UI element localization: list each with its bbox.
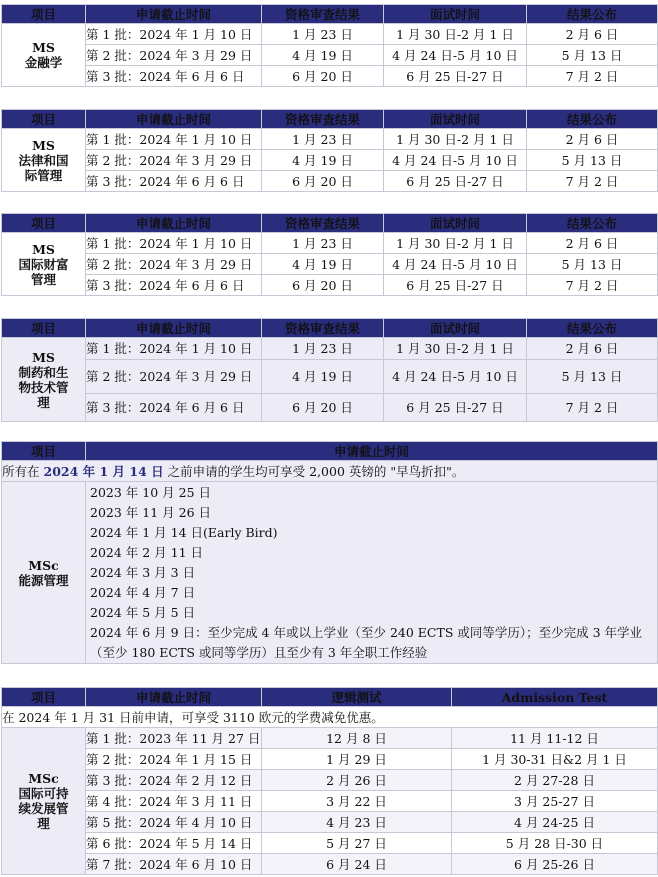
program-line: 理 [37,816,50,831]
header-review: 资格审查结果 [262,5,384,24]
header-result: 结果公布 [527,5,658,24]
program-line: MS [32,349,55,365]
header-deadline: 申请截止时间 [86,319,262,338]
logic-test-cell: 12 月 8 日 [262,728,452,749]
deadline-cell: 第 5 批：2024 年 4 月 10 日 [86,812,262,833]
deadline-cell: 第 3 批：2024 年 6 月 6 日 [86,171,262,192]
review-cell: 1 月 23 日 [262,233,384,254]
program-line: 理 [37,394,50,410]
program-line: MS [32,40,55,55]
interview-cell: 6 月 25 日-27 日 [384,171,527,192]
program-line: MS [32,241,55,257]
header-interview: 面试时间 [384,319,527,338]
deadline-cell: 第 2 批：2024 年 3 月 29 日 [86,254,262,275]
interview-cell: 4 月 24 日-5 月 10 日 [384,254,527,275]
review-cell: 4 月 19 日 [262,45,384,66]
deadline-cell: 第 1 批：2024 年 1 月 10 日 [86,338,262,360]
deadline-cell: 第 3 批：2024 年 2 月 12 日 [86,770,262,791]
review-cell: 6 月 20 日 [262,275,384,296]
result-cell: 2 月 6 日 [527,233,658,254]
header-admission: Admission Test [452,688,658,707]
deadline-cell: 第 7 批：2024 年 6 月 10 日 [86,854,262,875]
header-review: 资格审查结果 [262,319,384,338]
program-line: 国际可持 [18,786,69,801]
interview-cell: 1 月 30 日-2 月 1 日 [384,338,527,360]
header-logic: 逻辑测试 [262,688,452,707]
program-name [2,482,86,664]
program-line: 管理 [30,271,56,287]
review-cell: 1 月 23 日 [262,129,384,150]
result-cell: 2 月 6 日 [527,338,658,360]
deadline-date: 2024 年 2 月 11 日 [90,545,204,560]
result-cell: 5 月 13 日 [527,45,658,66]
admission-test-cell: 4 月 24-25 日 [452,812,658,833]
program-name [2,129,86,192]
deadline-date: 2024 年 5 月 5 日 [90,605,196,620]
logic-test-cell: 2 月 26 日 [262,770,452,791]
program-line: MS [32,137,55,153]
header-review: 资格审查结果 [262,214,384,233]
msc-sustainability-table [1,687,658,875]
review-cell: 1 月 23 日 [262,24,384,45]
header-deadline: 申请截止时间 [86,110,262,129]
deadline-cell: 第 1 批：2024 年 1 月 10 日 [86,24,262,45]
result-cell: 5 月 13 日 [527,360,658,394]
result-cell: 2 月 6 日 [527,24,658,45]
logic-test-cell: 3 月 22 日 [262,791,452,812]
review-cell: 6 月 20 日 [262,171,384,192]
review-cell: 4 月 19 日 [262,150,384,171]
program-line: 制药和生 [18,364,69,380]
deadline-cell: 第 3 批：2024 年 6 月 6 日 [86,275,262,296]
program-line: 法律和国 [18,152,69,168]
ms-pharma-biotech-table [1,318,658,422]
result-cell: 7 月 2 日 [527,66,658,87]
program-line: 国际财富 [18,256,69,272]
header-deadline: 申请截止时间 [86,5,262,24]
review-cell: 6 月 20 日 [262,394,384,422]
header-deadline: 申请截止时间 [86,442,658,461]
admission-test-cell: 2 月 27-28 日 [452,770,658,791]
note-prefix: 所有在 [2,463,40,479]
deadline-cell: 第 3 批：2024 年 6 月 6 日 [86,394,262,422]
program-line: 际管理 [24,167,63,183]
deadline-cell: 第 1 批：2024 年 1 月 10 日 [86,233,262,254]
review-cell: 1 月 23 日 [262,338,384,360]
admission-test-cell: 6 月 25-26 日 [452,854,658,875]
interview-cell: 6 月 25 日-27 日 [384,66,527,87]
header-result: 结果公布 [527,319,658,338]
program-line: 续发展管 [18,801,69,816]
review-cell: 6 月 20 日 [262,66,384,87]
program-name [2,233,86,296]
interview-cell: 1 月 30 日-2 月 1 日 [384,129,527,150]
result-cell: 7 月 2 日 [527,394,658,422]
ms-wealth-mgmt-table [1,213,658,296]
header-interview: 面试时间 [384,110,527,129]
program-line: 金融学 [24,55,63,70]
header-result: 结果公布 [527,110,658,129]
logic-test-cell: 4 月 23 日 [262,812,452,833]
interview-cell: 6 月 25 日-27 日 [384,394,527,422]
header-deadline: 申请截止时间 [86,214,262,233]
deadline-date: 2024 年 1 月 14 日(Early Bird) [90,525,278,540]
note-highlight-date: 2024 年 1 月 14 日 [43,463,164,479]
admission-test-cell: 11 月 11-12 日 [452,728,658,749]
header-review: 资格审查结果 [262,110,384,129]
program-name [2,24,86,87]
deadline-list [86,482,658,664]
admission-test-cell: 3 月 25-27 日 [452,791,658,812]
interview-cell: 6 月 25 日-27 日 [384,275,527,296]
program-line: 能源管理 [18,572,69,588]
result-cell: 2 月 6 日 [527,129,658,150]
interview-cell: 4 月 24 日-5 月 10 日 [384,360,527,394]
early-bird-note [2,461,658,482]
discount-note: 在 2024 年 1 月 31 日前申请，可享受 3110 欧元的学费减免优惠。 [2,707,658,728]
review-cell: 4 月 19 日 [262,254,384,275]
header-result: 结果公布 [527,214,658,233]
result-cell: 5 月 13 日 [527,150,658,171]
msc-energy-mgmt-table [1,441,658,664]
deadline-date: 2023 年 11 月 26 日 [90,505,211,520]
interview-cell: 4 月 24 日-5 月 10 日 [384,45,527,66]
result-cell: 7 月 2 日 [527,275,658,296]
program-line: MSc [28,771,59,786]
note-suffix: 之前申请的学生均可享受 2,000 英镑的 "早鸟折扣"。 [167,463,465,479]
header-project: 项目 [2,319,86,338]
interview-cell: 1 月 30 日-2 月 1 日 [384,24,527,45]
logic-test-cell: 6 月 24 日 [262,854,452,875]
deadline-cell: 第 1 批：2024 年 1 月 10 日 [86,129,262,150]
ms-finance-table [1,4,658,87]
logic-test-cell: 5 月 27 日 [262,833,452,854]
deadline-cell: 第 2 批：2024 年 1 月 15 日 [86,749,262,770]
header-project: 项目 [2,110,86,129]
result-cell: 7 月 2 日 [527,171,658,192]
header-project: 项目 [2,442,86,461]
header-project: 项目 [2,5,86,24]
result-cell: 5 月 13 日 [527,254,658,275]
header-interview: 面试时间 [384,214,527,233]
deadline-cell: 第 4 批：2024 年 3 月 11 日 [86,791,262,812]
header-project: 项目 [2,214,86,233]
deadline-date: 2023 年 10 月 25 日 [90,485,211,500]
deadline-cell: 第 6 批：2024 年 5 月 14 日 [86,833,262,854]
header-interview: 面试时间 [384,5,527,24]
interview-cell: 4 月 24 日-5 月 10 日 [384,150,527,171]
deadline-cell: 第 3 批：2024 年 6 月 6 日 [86,66,262,87]
admission-test-cell: 5 月 28 日-30 日 [452,833,658,854]
program-name [2,338,86,422]
ms-law-intl-mgmt-table [1,109,658,192]
deadline-cell: 第 2 批：2024 年 3 月 29 日 [86,150,262,171]
deadline-cell: 第 2 批：2024 年 3 月 29 日 [86,45,262,66]
review-cell: 4 月 19 日 [262,360,384,394]
deadline-date: 2024 年 4 月 7 日 [90,585,196,600]
program-line: 物技术管 [18,379,69,395]
logic-test-cell: 1 月 29 日 [262,749,452,770]
interview-cell: 1 月 30 日-2 月 1 日 [384,233,527,254]
header-project: 项目 [2,688,86,707]
program-name [2,728,86,875]
deadline-date: 2024 年 3 月 3 日 [90,565,196,580]
header-deadline: 申请截止时间 [86,688,262,707]
deadline-cell: 第 1 批：2023 年 11 月 27 日 [86,728,262,749]
program-line: MSc [28,557,59,573]
admission-test-cell: 1 月 30-31 日&2 月 1 日 [452,749,658,770]
deadline-cell: 第 2 批：2024 年 3 月 29 日 [86,360,262,394]
deadline-requirement: 2024 年 6 月 9 日：至少完成 4 年或以上学业（至少 240 ECTS 或同等学历）；至少完成 3 年学业（至少 180 ECTS 或同等学历）且至少有 3 年全职工作经验 [90,625,643,660]
